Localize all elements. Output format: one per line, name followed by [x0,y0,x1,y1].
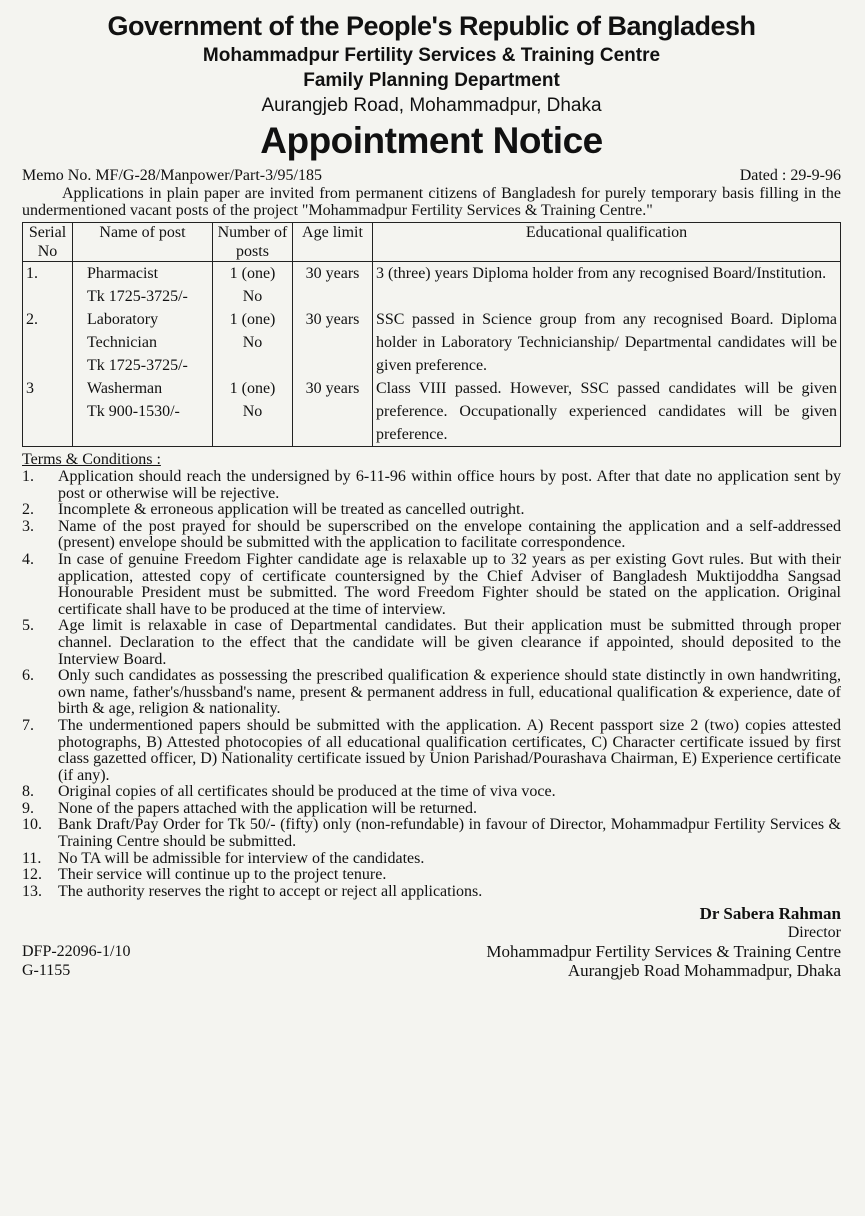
post-name: Washerman [87,380,163,397]
row-age: 30 years [293,308,373,377]
signatory-organization: Mohammadpur Fertility Services & Training Centre [486,942,841,962]
list-item [22,618,841,668]
table-row [23,377,841,447]
row-serial: 1. [23,262,73,309]
post-name: Pharmacist [87,265,159,282]
g-code: G-1155 [22,962,71,980]
table-row [23,308,841,377]
signatory-address: Aurangjeb Road Mohammadpur, Dhaka [567,961,841,981]
post-pay: Tk 900-1530/- [87,403,180,420]
post-pay: Tk 1725-3725/- [87,288,188,305]
signatory-designation: Director [787,924,841,942]
number-note: No [242,288,263,305]
number-value: 1 (one) [229,265,276,282]
row-number [213,377,293,447]
term-number: 3. [22,517,34,535]
dfp-code: DFP-22096-1/10 [22,943,131,961]
term-number: 10. [22,816,42,834]
row-serial: 3 [23,377,73,447]
term-text: Name of the post prayed for should be superscribed on the envelope containing the application and a self-addressed (present) envelope should be submitted with the application to facilitate correspondence. [58,517,841,552]
list-item [22,502,841,519]
term-text: No TA will be admissible for interview of the candidates. [58,849,425,867]
term-text: Their service will continue up to the project tenure. [58,866,387,884]
row-number [213,262,293,309]
term-text: Incomplete & erroneous application will be treated as cancelled outright. [58,501,525,519]
department-heading: Family Planning Department [303,70,560,91]
row-serial: 2. [23,308,73,377]
list-item [22,784,841,801]
term-number: 11. [22,849,42,867]
row-post [73,377,213,447]
row-age: 30 years [293,377,373,447]
term-text: The undermentioned papers should be submitted with the application. A) Recent passport size 2 (two) copies attested photographs, B) Attested photocopies of all educational qualification certificates, C) Character certificate issued by first class gazetted officer, D) Nationality certificate issued by Union Parishad/Pourashava Chairman, E) Experience certificate (if any). [58,716,841,784]
row-qualification: SSC passed in Science group from any recognised Board. Diploma holder in Laboratory Technicianship/ Departmental candidates will be given preference. [373,308,841,377]
term-number: 6. [22,667,34,685]
notice-title: Appointment Notice [260,120,603,161]
number-note: No [242,334,263,351]
term-text: Application should reach the undersigned by 6-11-96 within office hours by post. After that date no application sent by post or otherwise will be rejective. [58,468,841,502]
footer [22,942,841,980]
term-number: 13. [22,882,42,900]
term-number: 2. [22,501,34,519]
post-name-line2: Technician [87,334,157,351]
number-value: 1 (one) [229,380,276,397]
row-post [73,262,213,309]
list-item [22,718,841,784]
list-item [22,817,841,850]
term-text: Only such candidates as possessing the prescribed qualification & experience should state distinctly in own handwriting, own name, father's/hussband's name, present & permanent address in full, educational qualification & experience, date of birth & age, religion & nationality. [58,667,841,718]
header-serial: Serial No [23,223,73,262]
list-item [22,801,841,818]
list-item [22,851,841,868]
term-number: 1. [22,468,34,485]
row-age: 30 years [293,262,373,309]
term-number: 5. [22,617,34,635]
list-item [22,469,841,502]
posts-table [22,222,841,447]
list-item [22,867,841,884]
term-number: 9. [22,799,34,817]
table-row [23,262,841,309]
terms-heading: Terms & Conditions : [22,451,161,468]
row-qualification: Class VIII passed. However, SSC passed candidates will be given preference. Occupationally experienced candidates will be given preference. [373,377,841,447]
row-qualification: 3 (three) years Diploma holder from any recognised Board/Institution. [373,262,841,309]
row-post [73,308,213,377]
term-text: Original copies of all certificates should be produced at the time of viva voce. [58,783,556,801]
terms-list [22,469,841,900]
term-text: None of the papers attached with the application will be returned. [58,799,477,817]
signatory-name: Dr Sabera Rahman [699,904,841,924]
signature-block [22,904,841,942]
government-heading: Government of the People's Republic of Bangladesh [107,11,756,41]
list-item [22,668,841,718]
term-number: 8. [22,783,34,801]
term-number: 12. [22,866,42,884]
list-item [22,552,841,618]
header-post: Name of post [73,223,213,262]
number-note: No [242,403,263,420]
table-header-row [23,223,841,262]
term-text: Bank Draft/Pay Order for Tk 50/- (fifty) only (non-refundable) in favour of Director, Mohammadpur Fertility Services & Training Centre should be submitted. [58,816,841,851]
list-item [22,519,841,552]
term-text: The authority reserves the right to accept or reject all applications. [58,882,483,900]
post-name: Laboratory [87,311,159,328]
term-number: 7. [22,716,34,734]
term-number: 4. [22,550,34,568]
memo-date: Dated : 29-9-96 [739,167,841,184]
post-pay: Tk 1725-3725/- [87,357,188,374]
header-age: Age limit [293,223,373,262]
row-number [213,308,293,377]
intro-paragraph: Applications in plain paper are invited from permanent citizens of Bangladesh for purely temporary basis filling in the undermentioned vacant posts of the project "Mohammadpur Fertility Services & Training Centre." [22,185,841,219]
list-item [22,884,841,901]
number-value: 1 (one) [229,311,276,328]
organization-heading: Mohammadpur Fertility Services & Training Centre [202,45,661,66]
address-heading: Aurangjeb Road, Mohammadpur, Dhaka [261,95,602,116]
memo-row [22,166,841,185]
header-number: Number of posts [213,223,293,262]
term-text: In case of genuine Freedom Fighter candidate age is relaxable up to 32 years as per existing Govt rules. But with their application, attested copy of certificate countersigned by the Chief Adviser of Bangladesh Muktijoddha Sangsad Honourable President must be submitted. The word Freedom Fighter should be stated on the application. Original certificate shall have to be produced at the time of interview. [58,550,841,618]
footer-codes [22,942,130,980]
term-text: Age limit is relaxable in case of Departmental candidates. But their application must be submitted through proper channel. Declaration to the effect that the candidate will be given clearance if appointed, should deposited to the Interview Board. [58,617,841,668]
memo-number: Memo No. MF/G-28/Manpower/Part-3/95/185 [22,167,322,184]
header-qualification: Educational qualification [373,223,841,262]
signatory-office [486,942,841,980]
